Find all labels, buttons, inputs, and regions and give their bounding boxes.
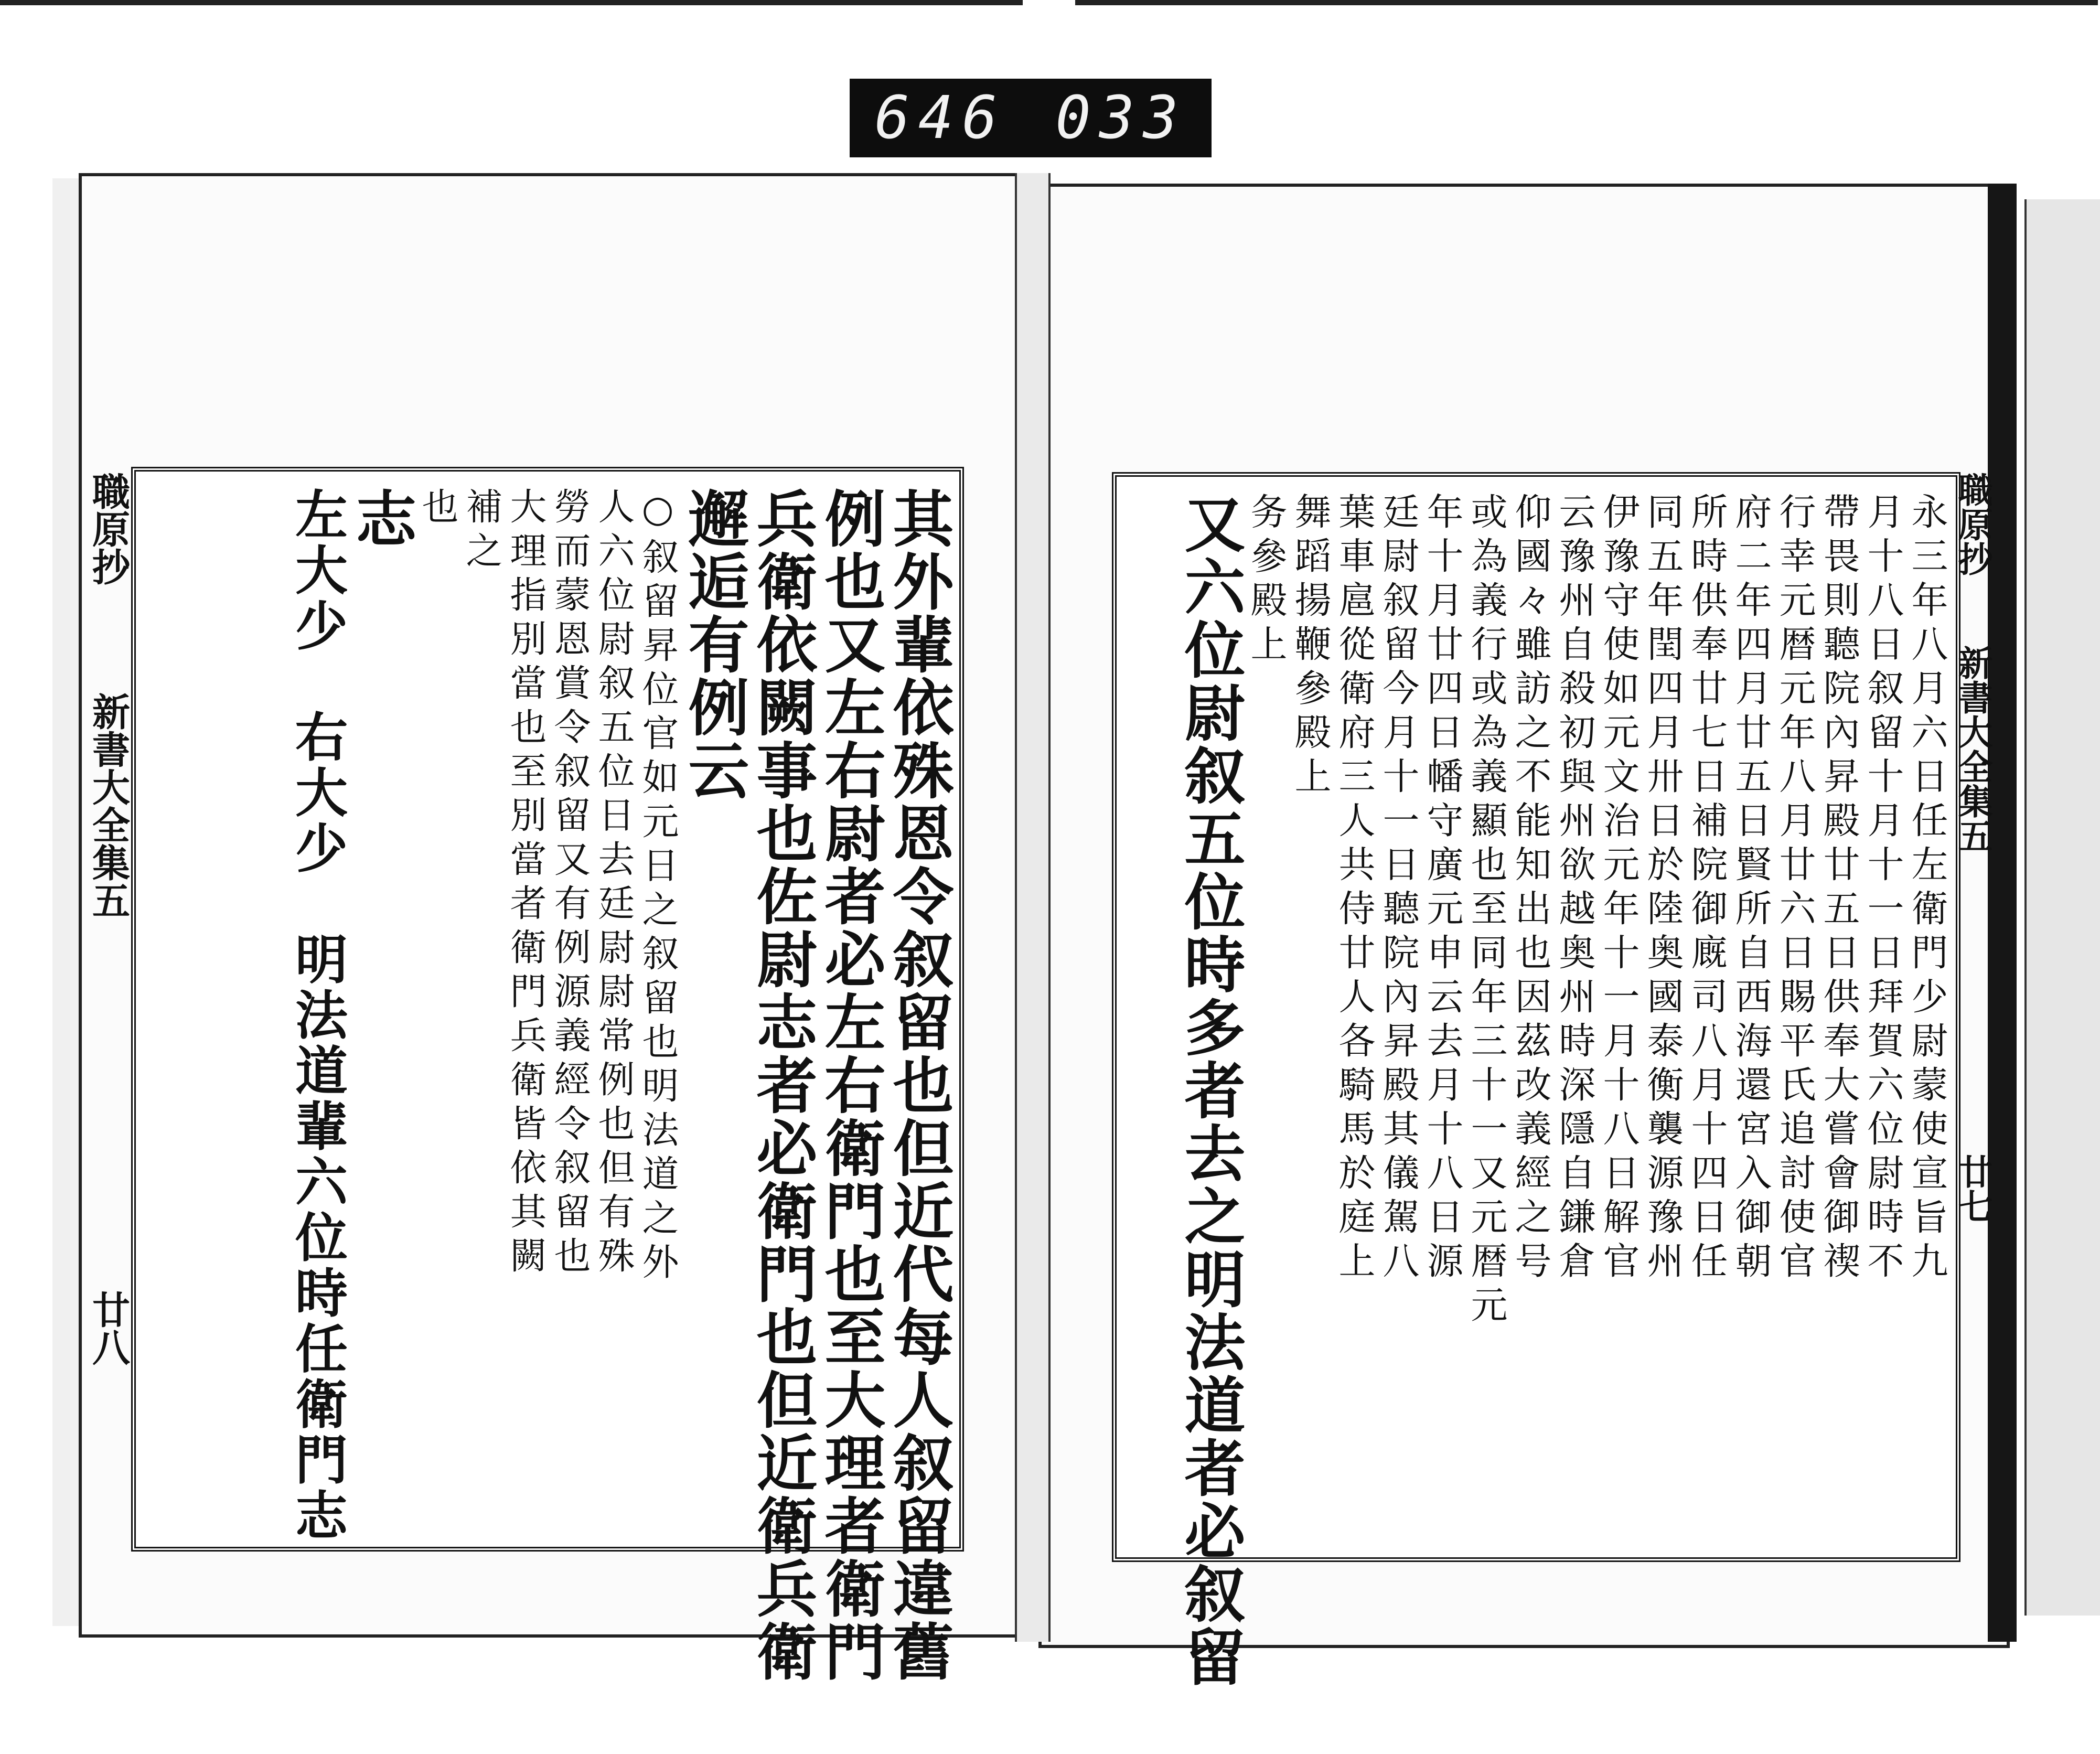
- right-page-column-11: 或為義行或為義顯也至同年三十一又元暦元: [1465, 493, 1508, 1330]
- right-page-column-4: 行幸元暦元年八月廿六日賜平氏追討使官: [1773, 493, 1816, 1286]
- right-margin-subtitle: 新書大全集五: [1952, 645, 1993, 853]
- archive-label-left: 646: [874, 84, 1006, 152]
- left-page-column-4: 邂逅有例云: [678, 487, 749, 802]
- left-text-columns: [146, 487, 954, 1683]
- right-page-column-13: 廷尉叙留今月十一日聽院內昇殿其儀駕八: [1377, 493, 1420, 1286]
- right-page-column-1: 永三年八月六日任左衛門少尉蒙使宣旨九: [1905, 493, 1948, 1286]
- left-page-column-1: 其外輩依殊恩令叙留也但近代每人叙留違舊: [883, 487, 954, 1683]
- right-text-columns: [1127, 493, 1948, 1688]
- right-page-column-2: 月十八日叙留十月十一日拜賀六位尉時不: [1861, 493, 1904, 1286]
- left-page-column-12: 左大少 右大少 明法道輩六位時任衛門志: [286, 487, 348, 1544]
- right-margin-strip: [1951, 472, 1993, 1553]
- left-page-column-8: 大理指別當也至別當者衛門兵衛皆依其闕: [504, 487, 547, 1280]
- left-margin-strip: [84, 472, 131, 1553]
- archive-label: [850, 79, 1212, 157]
- right-margin-title: 職原抄: [1952, 472, 1993, 576]
- left-page-column-2: 例也又左右尉者必左右衛門也至大理者衛門: [815, 487, 886, 1683]
- left-margin-title: 職原抄: [86, 472, 131, 585]
- facing-page-edge: [2024, 199, 2100, 1616]
- right-page-column-5: 府二年四月廿五日賢所自西海還宮入御朝: [1729, 493, 1772, 1286]
- right-page-column-10: 仰國々雖訪之不能知出也因茲改義經之号: [1509, 493, 1552, 1286]
- right-margin-folio: 廿七: [1952, 1154, 1993, 1223]
- left-page-column-10: 也: [416, 487, 459, 531]
- right-page-column-16: 务參殿上: [1245, 493, 1288, 669]
- left-text-frame: [131, 467, 964, 1683]
- left-margin-folio: 廿八: [86, 1290, 131, 1366]
- left-page-column-11: 志: [346, 487, 417, 550]
- top-border-gap: [1023, 0, 1075, 5]
- right-page-column-14: 葉車扈從衛府三人共侍廿人各騎馬於庭上: [1333, 493, 1376, 1286]
- book-spine: [1015, 173, 1051, 1642]
- right-page-column-8: 伊豫守使如元文治元年十一月十八日解官: [1597, 493, 1640, 1286]
- right-page-column-15: 舞蹈揚鞭參殿上: [1289, 493, 1332, 801]
- archive-label-right: 033: [1055, 84, 1187, 152]
- left-page-column-7: 勞而蒙恩賞令叙留又有例源義經令叙留也: [548, 487, 591, 1280]
- right-page-column-12: 年十月廿四日幡守廣元申云去月十八日源: [1421, 493, 1464, 1286]
- right-page-column-17: 又六位尉叙五位時多者去之明法道者必叙留: [1174, 493, 1246, 1688]
- right-text-frame: [1112, 472, 1960, 1688]
- left-page-column-6: 人六位尉叙五位日去廷尉尉常例也但有殊: [592, 487, 635, 1280]
- left-page-column-3: 兵衛依闕事也佐尉志者必衛門也但近衛兵衛: [746, 487, 818, 1683]
- left-page-column-5: ○叙留昇位官如元日之叙留也明法道之外: [636, 487, 679, 1287]
- left-page-column-9: 補之: [460, 487, 503, 575]
- right-page-column-9: 云豫州自殺初與州欲越奥州時深隱自鎌倉: [1553, 493, 1596, 1286]
- left-margin-subtitle: 新書大全集五: [86, 692, 131, 919]
- right-page-column-6: 所時供奉廿七日補院御廐司八月十四日任: [1685, 493, 1728, 1286]
- right-page-column-3: 帶畏則聽院內昇殿廿五日供奉大嘗會御禊: [1817, 493, 1860, 1286]
- right-page-column-7: 同五年閏四月卅日於陸奥國泰衡襲源豫州: [1641, 493, 1684, 1286]
